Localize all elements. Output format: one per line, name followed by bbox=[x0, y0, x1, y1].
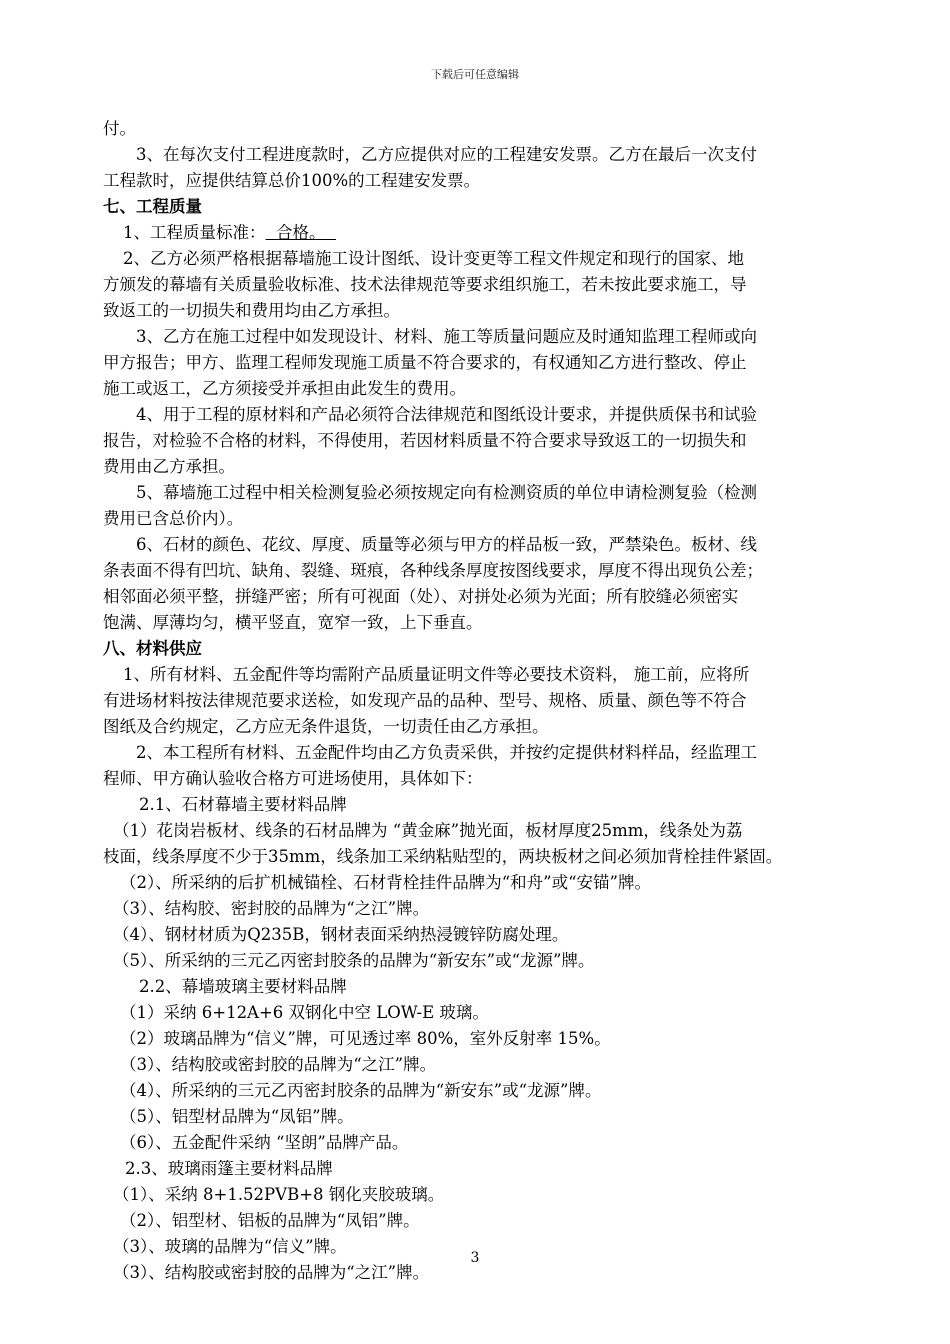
underlined-value: 合格。 bbox=[265, 223, 336, 242]
text-line: 工程款时，应提供结算总价100%的工程建安发票。 bbox=[103, 171, 481, 190]
text-line: （2）玻璃品牌为“信义”牌，可见透过率 80%，室外反射率 15%。 bbox=[120, 1029, 611, 1048]
text-line: （5）、所采纳的三元乙丙密封胶条的品牌为“新安东”或“龙源”牌。 bbox=[113, 951, 595, 970]
text-line: 3、乙方在施工过程中如发现设计、材料、施工等质量问题应及时通知监理工程师或向 bbox=[136, 327, 757, 346]
text-line: （2）、铝型材、铝板的品牌为“凤铝”牌。 bbox=[120, 1211, 420, 1230]
text-line: 3、在每次支付工程进度款时，乙方应提供对应的工程建安发票。乙方在最后一次支付 bbox=[136, 145, 757, 164]
text-line: 报告，对检验不合格的材料，不得使用，若因材料质量不符合要求导致返工的一切损失和 bbox=[103, 431, 747, 450]
text-line: 饱满、厚薄均匀，横平竖直，宽窄一致，上下垂直。 bbox=[103, 613, 483, 632]
text-line: 费用已含总价内）。 bbox=[103, 509, 244, 528]
text-line: （1）、采纳 8+1.52PVB+8 钢化夹胶玻璃。 bbox=[113, 1185, 445, 1204]
page-number: 3 bbox=[470, 1250, 480, 1266]
text-line: 5、幕墙施工过程中相关检测复验必须按规定向有检测资质的单位申请检测复验（检测 bbox=[136, 483, 757, 502]
text-line: 图纸及合约规定，乙方应无条件退货，一切责任由乙方承担。 bbox=[103, 717, 549, 736]
text-line: 程师、甲方确认验收合格方可进场使用，具体如下： bbox=[103, 769, 483, 788]
section-heading: 八、材料供应 bbox=[103, 639, 202, 658]
text-line: 施工或返工，乙方须接受并承担由此发生的费用。 bbox=[103, 379, 466, 398]
section-heading: 七、工程质量 bbox=[103, 197, 202, 216]
text-line: （1）花岗岩板材、线条的石材品牌为 “黄金麻”抛光面，板材厚度25mm，线条处为荔 bbox=[113, 821, 743, 840]
text-line: （1）采纳 6+12A+6 双钢化中空 LOW-E 玻璃。 bbox=[120, 1003, 489, 1022]
text-line: 2、乙方必须严格根据幕墙施工设计图纸、设计变更等工程文件规定和现行的国家、地 bbox=[123, 249, 744, 268]
text-line: 1、工程质量标准： 合格。 bbox=[123, 223, 336, 242]
text-line: 相邻面必须平整，拼缝严密；所有可视面（处）、对拼处必须为光面；所有胶缝必须密实 bbox=[103, 587, 739, 606]
text-line: 4、用于工程的原材料和产品必须符合法律规范和图纸设计要求，并提供质保书和试验 bbox=[136, 405, 757, 424]
text-line: （2）、所采纳的后扩机械锚栓、石材背栓挂件品牌为“和舟”或“安锚”牌。 bbox=[120, 873, 651, 892]
text-line: 2.3、玻璃雨篷主要材料品牌 bbox=[125, 1159, 333, 1178]
text-line: （6）、五金配件采纳 “坚朗”品牌产品。 bbox=[120, 1133, 409, 1152]
text-line: 枝面，线条厚度不少于35mm，线条加工采纳粘贴型的，两块板材之间必须加背栓挂件紧固。 bbox=[103, 847, 783, 866]
text-line: 付。 bbox=[103, 119, 136, 138]
text-line: 6、石材的颜色、花纹、厚度、质量等必须与甲方的样品板一致，严禁染色。板材、线 bbox=[136, 535, 757, 554]
text-line: 2.1、石材幕墙主要材料品牌 bbox=[139, 795, 347, 814]
text-line: 2.2、幕墙玻璃主要材料品牌 bbox=[139, 977, 347, 996]
page-header: 下载后可任意编辑 bbox=[431, 68, 519, 81]
text-line: 有进场材料按法律规范要求送检，如发现产品的品种、型号、规格、质量、颜色等不符合 bbox=[103, 691, 747, 710]
text-line: （5）、铝型材品牌为“凤铝”牌。 bbox=[120, 1107, 354, 1126]
document-body bbox=[103, 116, 863, 1286]
text-line: 致返工的一切损失和费用均由乙方承担。 bbox=[103, 301, 400, 320]
text-line: （4）、钢材材质为Q235B，钢材表面采纳热浸镀锌防腐处理。 bbox=[113, 925, 569, 944]
text-line: （4）、所采纳的三元乙丙密封胶条的品牌为“新安东”或“龙源”牌。 bbox=[120, 1081, 602, 1100]
text-line: 条表面不得有凹坑、缺角、裂缝、斑痕，各种线条厚度按图线要求，厚度不得出现负公差； bbox=[103, 561, 763, 580]
text-line: 费用由乙方承担。 bbox=[103, 457, 235, 476]
text-line: （3）、结构胶或密封胶的品牌为“之江”牌。 bbox=[120, 1055, 437, 1074]
text-line: 2、本工程所有材料、五金配件均由乙方负责采供，并按约定提供材料样品，经监理工 bbox=[136, 743, 757, 762]
text-line: （3）、结构胶或密封胶的品牌为“之江”牌。 bbox=[113, 1263, 430, 1282]
text-line: 方颁发的幕墙有关质量验收标准、技术法律规范等要求组织施工，若未按此要求施工，导 bbox=[103, 275, 747, 294]
text-line: 1、所有材料、五金配件等均需附产品质量证明文件等必要技术资料， 施工前，应将所 bbox=[123, 665, 750, 684]
text-line: （3）、结构胶、密封胶的品牌为“之江”牌。 bbox=[113, 899, 430, 918]
text-line: 甲方报告；甲方、监理工程师发现施工质量不符合要求的，有权通知乙方进行整改、停止 bbox=[103, 353, 747, 372]
text-line: （3）、玻璃的品牌为“信义”牌。 bbox=[113, 1237, 347, 1256]
